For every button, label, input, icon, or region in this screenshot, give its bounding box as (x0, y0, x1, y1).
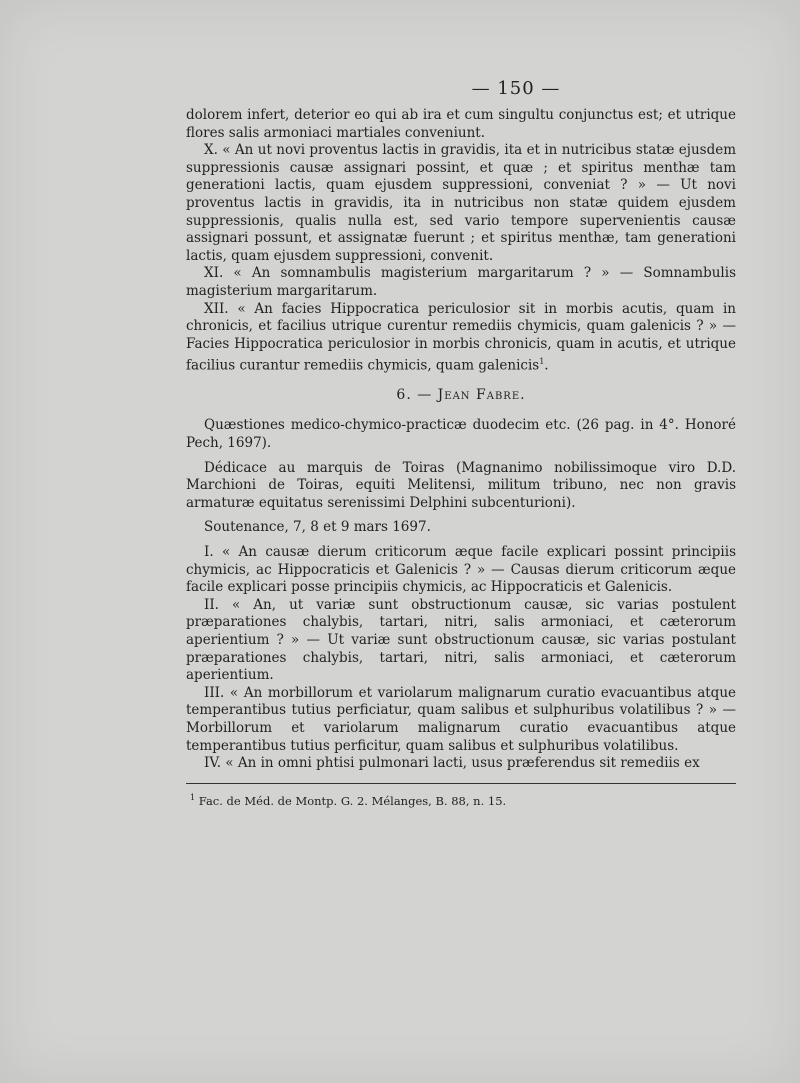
entry-dedication: Dédicace au marquis de Toiras (Magnanimo nobilissimoque viro D.D. Marchioni de Toiras, equiti Melitensi, militum tribuno, nec non gravis armaturæ equitatus serenissimi Delphini subcenturioni). (186, 459, 736, 511)
paragraph-question-xii-end: . (544, 357, 549, 374)
paragraph-question-xi: XI. « An somnambulis magisterium margaritarum ? » — Somnambulis magisterium margaritarum. (186, 265, 736, 299)
paragraph-question-x: X. « An ut novi proventus lactis in gravidis, ita et in nutricibus statæ ejusdem suppressionis causæ assignari possint, et quæ ; et spiritus menthæ tam generationi lactis, quam ejusdem suppressioni, conveniat ? » — Ut novi proventus lactis in gravidis, ita in nutricibus non statæ quidem ejusdem suppressionis, qualis nulla est, sed vario tempore supervenientis causæ assignari possunt, et assignatæ fuerunt ; et spiritus menthæ, tam generationi lactis, quam ejusdem suppressioni, convenit. (186, 142, 736, 264)
question-i: I. « An causæ dierum criticorum æque facile explicari possint principiis chymicis, ac Hippocraticis et Galenicis ? » — Causas dierum criticorum æque facile explicari posse principiis chymicis, ac Hippocraticis et Galenicis. (186, 543, 736, 596)
footnote (186, 790, 736, 809)
section-heading (186, 387, 736, 403)
page-number: — 150 — (471, 78, 561, 99)
footnote-marker: 1 (190, 792, 196, 802)
question-iii: III. « An morbillorum et variolarum malignarum curatio evacuantibus atque temperantibus tutius perficiatur, quam salibus et sulphuribus volatilibus ? » — Morbillorum et variolarum malignarum curatio evacuantibus atque temperantibus tutius perficitur, quam salibus et sulphuribus volatilibus. (186, 684, 736, 754)
paragraph-continuation: dolorem infert, deterior eo qui ab ira et cum singultu conjunctus est; et utrique flores salis armoniaci martiales conveniunt. (186, 107, 736, 141)
section-number: 6. — (396, 387, 438, 404)
paragraph-question-xii (186, 301, 736, 376)
footnote-text: Fac. de Méd. de Montp. G. 2. Mélanges, B. 88, n. 15. (198, 793, 507, 808)
entry-defense-dates: Soutenance, 7, 8 et 9 mars 1697. (204, 519, 431, 536)
question-ii: II. « An, ut variæ sunt obstructionum causæ, sic varias postulent præparationes chalybis, tartari, nitri, salis armoniaci, et cæterorum aperientium ? » — Ut variæ sunt obstructionum causæ, sic varias postulant præparationes chalybis, tartari, nitri, salis armoniaci, et cæterorum aperientium. (186, 596, 736, 684)
footnote-reference: 1 (539, 357, 545, 367)
entry-title: Quæstiones medico-chymico-practicæ duodecim etc. (26 pag. in 4°. Honoré Pech, 1697). (186, 417, 736, 451)
question-iv: IV. « An in omni phtisi pulmonari lacti, usus præferendus sit remediis ex (204, 755, 700, 772)
paragraph-question-xii-text: XII. « An facies Hippocratica periculosior sit in morbis acutis, quam in chronicis, et facilius utrique curentur remediis chymicis, quam galenicis ? » — Facies Hippocratica periculosior in morbis chronicis, quam in acutis, et utrique facilius curantur remediis chymicis, quam galenicis (186, 300, 736, 374)
page-text (186, 78, 736, 809)
footnote-divider (186, 783, 736, 784)
author-name: Jean Fabre. (437, 387, 526, 404)
